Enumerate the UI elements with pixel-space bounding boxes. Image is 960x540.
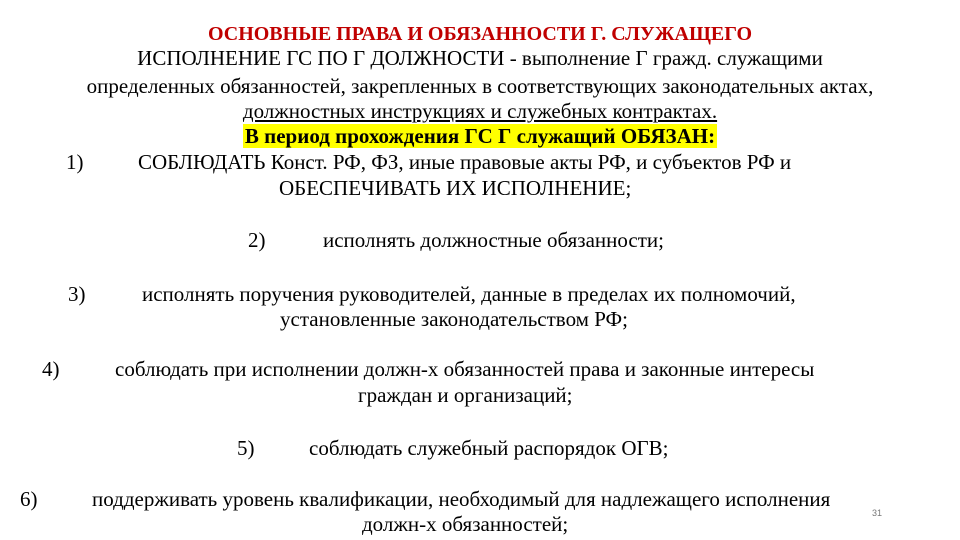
item-4-number: 4) — [42, 357, 60, 381]
definition-line-3: должностных инструкциях и служебных контрактах. — [242, 99, 718, 123]
obligation-heading-row — [0, 124, 960, 148]
obligation-heading: В период прохождения ГС Г служащий ОБЯЗАН: — [244, 124, 716, 148]
item-5-number: 5) — [237, 436, 255, 460]
item-1-text-line-2: ОБЕСПЕЧИВАТЬ ИХ ИСПОЛНЕНИЕ; — [279, 176, 632, 200]
item-3-number: 3) — [68, 282, 86, 306]
item-6-text-line-2: должн-х обязанностей; — [362, 512, 569, 536]
item-6-number: 6) — [20, 487, 38, 511]
item-4-text-line-1: соблюдать при исполнении должн-х обязанностей права и законные интересы — [115, 357, 815, 381]
item-4-text-line-2: граждан и организаций; — [358, 383, 573, 407]
item-3-text-line-1: исполнять поручения руководителей, данные в пределах их полномочий, — [142, 282, 796, 306]
item-3-text-line-2: установленные законодательством РФ; — [280, 307, 628, 331]
slide-title: ОСНОВНЫЕ ПРАВА И ОБЯЗАННОСТИ Г. СЛУЖАЩЕГО — [207, 23, 753, 45]
definition-line-2: определенных обязанностей, закрепленных в соответствующих законодательных актах, — [86, 74, 874, 98]
item-1-number: 1) — [66, 150, 84, 174]
item-1-text-line-1: СОБЛЮДАТЬ Конст. РФ, ФЗ, иные правовые акты РФ, и субъектов РФ и — [138, 150, 792, 174]
item-6-text-line-1: поддерживать уровень квалификации, необходимый для надлежащего исполнения — [92, 487, 831, 511]
item-2-number: 2) — [248, 228, 266, 252]
definition-line-1: ИСПОЛНЕНИЕ ГС ПО Г ДОЛЖНОСТИ - выполнение Г гражд. служащими — [137, 46, 823, 70]
item-5-text-line-1: соблюдать служебный распорядок ОГВ; — [309, 436, 669, 460]
page-number: 31 — [872, 508, 883, 518]
item-2-text-line-1: исполнять должностные обязанности; — [323, 228, 664, 252]
